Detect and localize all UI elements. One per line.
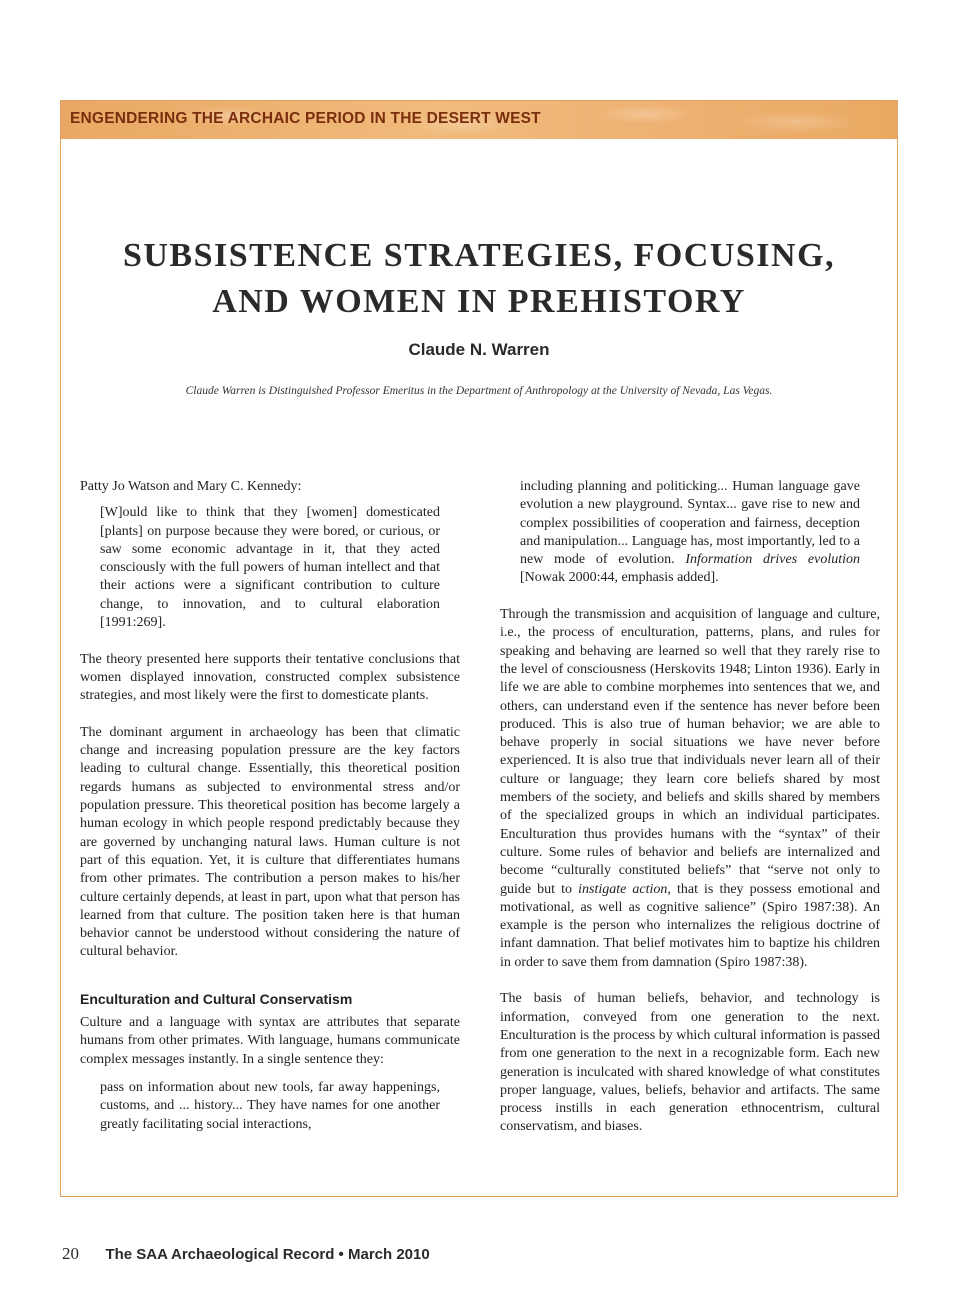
banner-title: ENGENDERING THE ARCHAIC PERIOD IN THE DESERT WEST bbox=[70, 110, 541, 127]
quote-emphasis: Information drives evolution bbox=[685, 552, 860, 568]
body-paragraph: The basis of human beliefs, behavior, and technology is information, conveyed from one generation to the next. Enculturation is the process by which cultural information is passed from one generation to the next in a recognizable form. Each new generation is inculcated with shared knowledge of what constitutes proper language, values, beliefs, behavior and artifacts. The same process instills in each generation ethnocentrism, cultural conservatism, and biases. bbox=[500, 991, 880, 1135]
paragraph-text: , that is they possess emotional and motivational, as well as cognitive salience” (Spiro 1987:38). An example is the person who internalizes the religious doctrine of infant damnation. That belief motivates him to baptize his children in order to save them from damnation (Spiro 1987:38). bbox=[500, 881, 880, 970]
block-quote-nowak-continued bbox=[520, 478, 860, 588]
title-line-2: AND WOMEN IN PREHISTORY bbox=[212, 283, 746, 320]
page-footer bbox=[62, 1244, 430, 1264]
quote-text: including planning and politicking... Human language gave evolution a new playground. Syntax... gave rise to new and complex possibilities of cooperation and fairness, deception and manipulation... Language has, most importantly, led to a new mode of evolution. bbox=[520, 479, 860, 568]
quote-citation: [Nowak 2000:44, emphasis added]. bbox=[520, 570, 719, 586]
author-name: Claude N. Warren bbox=[408, 340, 550, 359]
section-heading: Enculturation and Cultural Conservatism bbox=[80, 990, 353, 1007]
body-paragraph bbox=[500, 606, 880, 972]
body-paragraph: Culture and a language with syntax are attributes that separate humans from other primates. With language, humans communicate complex messages instantly. In a single sentence they: bbox=[80, 1015, 460, 1067]
left-column bbox=[80, 478, 460, 1134]
right-column bbox=[500, 478, 880, 1137]
section-banner bbox=[61, 101, 897, 139]
article-title bbox=[60, 233, 898, 325]
title-line-1: SUBSISTENCE STRATEGIES, FOCUSING, bbox=[122, 237, 836, 274]
block-quote-nowak: pass on information about new tools, far away happenings, customs, and ... history... They have names for one another greatly facilitating social interactions, bbox=[100, 1079, 440, 1132]
page-number: 20 bbox=[62, 1244, 79, 1263]
body-paragraph: The dominant argument in archaeology has been that climatic change and increasing population pressure are the key factors leading to cultural change. Essentially, this theoretical position regards humans as subjected to environmental stress and/or population pressure. This theoretical position has become largely a human ecology in which people respond predictably because they are governed by unchanging natural laws. Human culture is not part of this equation. Yet, it is culture that differentiates humans from other primates. The contribution a person makes to his/her culture certainly depends, at least in part, upon what that person has learned from that culture. The position taken here is that human behavior cannot be understood without considering the nature of cultural behavior. bbox=[80, 724, 460, 960]
quote-attribution: Patty Jo Watson and Mary C. Kennedy: bbox=[80, 479, 302, 494]
body-paragraph: The theory presented here supports their tentative conclusions that women displayed innovation, constructed complex subsistence strategies, and most likely were the first to domesticate plants. bbox=[80, 651, 460, 704]
paragraph-emphasis: instigate action bbox=[578, 881, 668, 897]
paragraph-text: Through the transmission and acquisition of language and culture, i.e., the process of enculturation, patterns, plans, and rules for speaking and behaving are learned so well that they rarely rise to the level of consciousness (Herskovits 1948; Linton 1936). Early in life we are able to combine morphemes into sentences that we, and others, can understand even if the sentence has never before been produced. This is also true of human behavior; we are able to behave properly in social situations we have never before experienced. It is also true that individuals never learn all of their culture or language; they learn core beliefs shared by most members of the society, and beliefs and skills shared by members of the specialized groups in which an individual participates. Enculturation thus provides humans with the “syntax” of their culture. Some rules of behavior and beliefs are internalized and become “culturally constituted beliefs” that “serve not only to guide but to bbox=[500, 607, 880, 897]
block-quote-watson-kennedy: [W]ould like to think that they [women] domesticated [plants] on purpose because they were bored, or curious, or saw some economic advantage in it, that they acted consciously with the full powers of human intellect and that their actions were a significant contribution to culture change, to innovation, and to cultural elaboration [1991:269]. bbox=[100, 505, 440, 631]
author-affiliation: Claude Warren is Distinguished Professor Emeritus in the Department of Anthropology at the University of Nevada, Las Vegas. bbox=[185, 385, 773, 397]
journal-citation: The SAA Archaeological Record • March 2010 bbox=[105, 1246, 430, 1263]
